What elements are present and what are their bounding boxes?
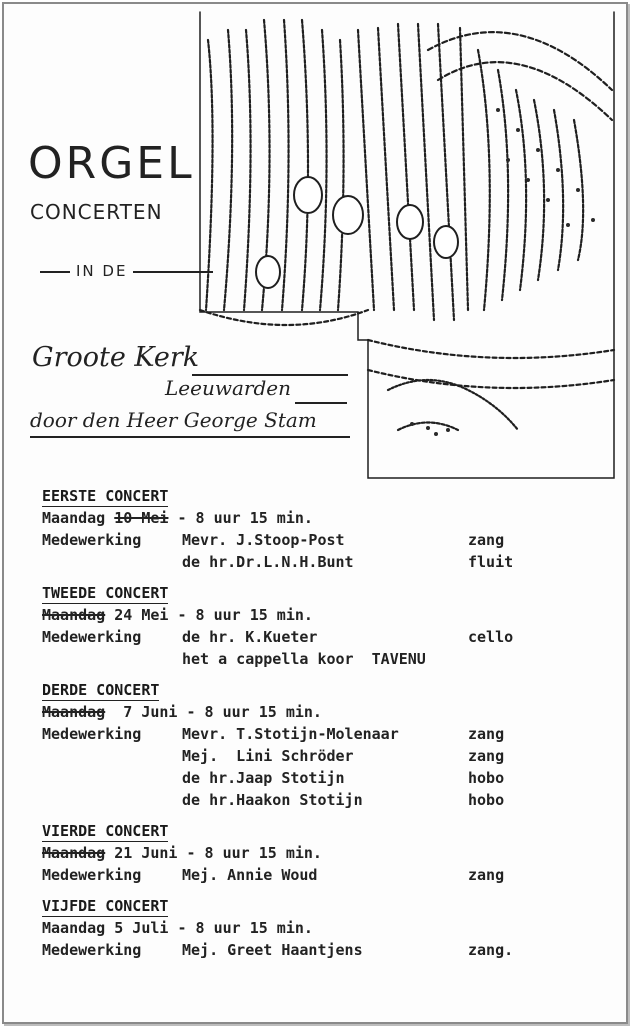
time: - 8 uur 15 min. [186, 703, 322, 721]
performer-name: Mej. Annie Woud [182, 866, 318, 884]
performer-row [42, 789, 612, 811]
medewerking-label: Medewerking [42, 941, 142, 959]
concert-2 [42, 583, 612, 670]
concert-heading: EERSTE CONCERT [42, 487, 169, 505]
date: 7 Juni [123, 703, 178, 721]
concert-3 [42, 680, 612, 811]
day: Maandag [42, 919, 106, 937]
performer-instrument: zang [468, 747, 505, 765]
concert-heading: VIERDE CONCERT [42, 822, 169, 840]
date: 10 Mei [114, 509, 169, 527]
performer-name: de hr.Haakon Stotijn [182, 791, 363, 809]
concert-date-line [42, 507, 612, 529]
in-de-line [34, 262, 219, 280]
date: 21 Juni [114, 844, 178, 862]
time: - 8 uur 15 min. [186, 844, 322, 862]
divider [40, 271, 70, 273]
concert-heading: TWEEDE CONCERT [42, 584, 169, 602]
medewerking-label: Medewerking [42, 628, 142, 646]
performer-name: de hr.Jaap Stotijn [182, 769, 345, 787]
day: Maandag [42, 703, 106, 721]
time: - 8 uur 15 min. [177, 509, 313, 527]
performer-instrument: fluit [468, 553, 514, 571]
performer-instrument: hobo [468, 791, 505, 809]
city-name: Leeuwarden [165, 376, 291, 400]
performer-name: het a cappella koor TAVENU [182, 650, 426, 668]
concert-date-line [42, 701, 612, 723]
concert-program [42, 486, 612, 971]
in-de-text: IN DE [76, 262, 128, 280]
date: 5 Juli [114, 919, 169, 937]
performer-instrument: zang [468, 531, 505, 549]
time: - 8 uur 15 min. [177, 606, 313, 624]
concert-date-line [42, 842, 612, 864]
date: 24 Mei [114, 606, 169, 624]
performer-name: Mej. Lini Schröder [182, 747, 354, 765]
performer-instrument: zang. [468, 941, 514, 959]
time: - 8 uur 15 min. [177, 919, 313, 937]
performer-name: de hr.Dr.L.N.H.Bunt [182, 553, 354, 571]
performer-row [42, 551, 612, 573]
performer-instrument: hobo [468, 769, 505, 787]
performer-name: Mevr. J.Stoop-Post [182, 531, 345, 549]
organ-illustration [198, 10, 616, 480]
medewerking-label: Medewerking [42, 866, 142, 884]
performer-row [42, 767, 612, 789]
poster-title: ORGEL [28, 138, 195, 189]
concert-4 [42, 821, 612, 886]
concert-heading: VIJFDE CONCERT [42, 897, 169, 915]
concert-heading: DERDE CONCERT [42, 681, 160, 699]
day: Maandag [42, 844, 106, 862]
performer-row [42, 939, 612, 961]
performer-row [42, 864, 612, 886]
concert-1 [42, 486, 612, 573]
medewerking-label: Medewerking [42, 725, 142, 743]
medewerking-label: Medewerking [42, 531, 142, 549]
concert-5 [42, 896, 612, 961]
organist-line: door den Heer George Stam [30, 408, 317, 432]
performer-row [42, 529, 612, 551]
poster-subtitle: CONCERTEN [30, 200, 163, 224]
concert-date-line [42, 917, 612, 939]
performer-row [42, 648, 612, 670]
performer-row [42, 723, 612, 745]
performer-name: de hr. K.Kueter [182, 628, 318, 646]
performer-row [42, 745, 612, 767]
day: Maandag [42, 606, 106, 624]
concert-date-line [42, 604, 612, 626]
performer-instrument: zang [468, 866, 505, 884]
performer-name: Mej. Greet Haantjens [182, 941, 363, 959]
church-name: Groote Kerk [32, 342, 200, 373]
performer-instrument: zang [468, 725, 505, 743]
day: Maandag [42, 509, 106, 527]
performer-row [42, 626, 612, 648]
performer-name: Mevr. T.Stotijn-Molenaar [182, 725, 399, 743]
performer-instrument: cello [468, 628, 514, 646]
